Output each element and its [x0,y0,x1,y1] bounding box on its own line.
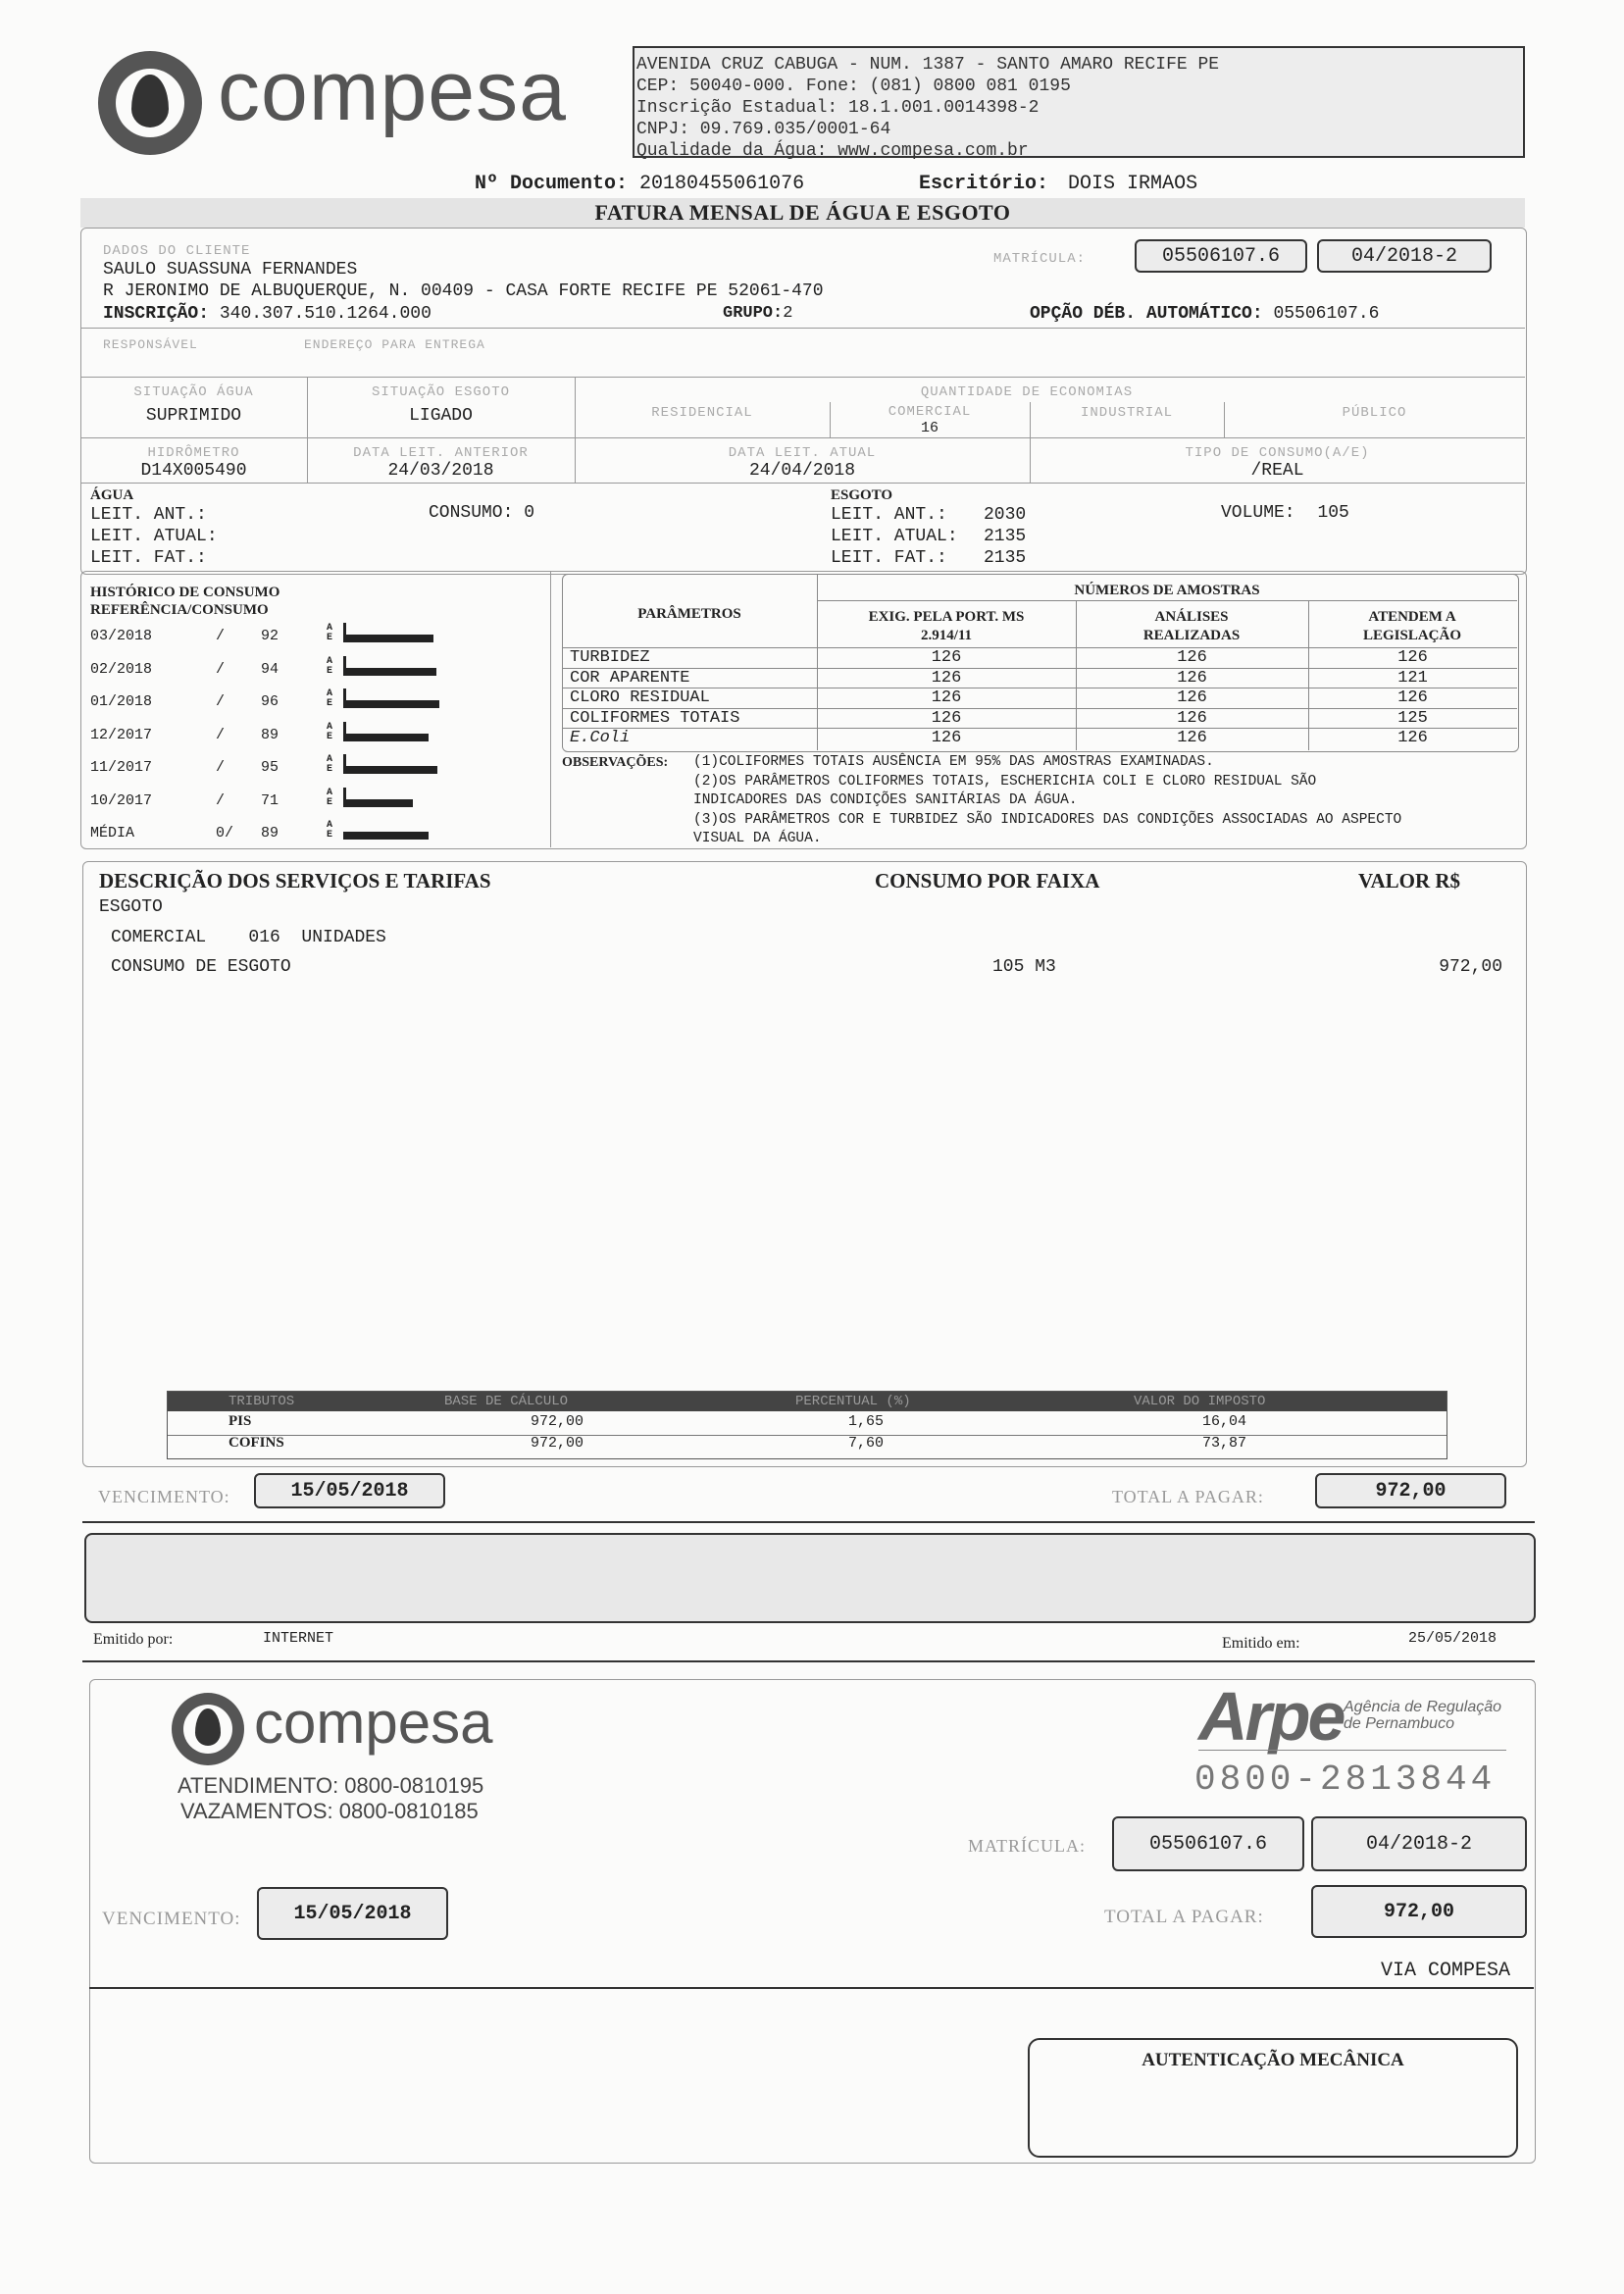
quality-value: 125 [1397,708,1428,728]
arpe-divider [1198,1750,1506,1751]
doc-number-label: Nº Documento: [475,173,629,195]
data-atual-label: DATA LEIT. ATUAL [728,445,877,461]
arpe-phone: 0800-2813844 [1194,1759,1497,1800]
history-sep: / [216,791,226,809]
inscricao-label: INSCRIÇÃO: [103,304,210,324]
stub-vencimento: 15/05/2018 [293,1902,412,1925]
quality-value: 126 [1397,648,1428,667]
tax-rows [168,1411,1446,1458]
situacao-esgoto: LIGADO [409,406,473,426]
history-bar-legend: A E [327,688,333,709]
obs-line: (2)OS PARÂMETROS COLIFORMES TOTAIS, ESCHERICHIA COLI E CLORO RESIDUAL SÃO [693,773,1317,790]
total: 972,00 [1375,1479,1446,1503]
history-ref: 03/2018 [90,628,153,644]
barcode-area [84,1533,1536,1623]
quality-value: 126 [1397,729,1428,747]
address-line: CNPJ: 09.769.035/0001-64 [636,120,891,139]
history-esgoto-bar [343,832,429,840]
history-agua-bar [343,722,346,734]
situacao-esgoto-label: SITUAÇÃO ESGOTO [371,384,511,400]
quality-param: CLORO RESIDUAL [570,688,710,707]
quality-value: 126 [1177,688,1207,707]
quality-value: 126 [931,729,962,747]
quality-value: 121 [1397,668,1428,688]
history-value: 94 [261,660,279,678]
address-line: Inscrição Estadual: 18.1.001.0014398-2 [636,98,1040,118]
logo-text: compesa [218,44,567,138]
tax-value: 16,04 [1201,1413,1246,1430]
history-agua-bar [343,623,346,635]
history-bar-legend: A E [327,820,333,841]
services-desc-header: DESCRIÇÃO DOS SERVIÇOS E TARIFAS [99,869,491,892]
history-value: 71 [261,791,279,809]
vencimento-box [254,1473,445,1508]
stub-total-box [1311,1885,1527,1938]
water-drop-icon [98,51,202,155]
agua-title: ÁGUA [90,487,134,503]
vencimento-label: VENCIMENTO: [98,1487,230,1506]
esgoto-leit-atual-label: LEIT. ATUAL: [831,527,958,546]
quality-rows [562,647,1517,750]
esgoto-leit-ant-label: LEIT. ANT.: [831,505,947,525]
industrial-label: INDUSTRIAL [1080,405,1173,421]
history-value: 89 [261,726,279,743]
autenticacao-box [1028,2038,1518,2158]
matricula-label: MATRÍCULA: [993,251,1087,267]
quality-header-exig: EXIG. PELA PORT. MS 2.914/11 [868,609,1025,643]
quality-value: 126 [931,648,962,667]
history-value: 96 [261,693,279,710]
doc-number: 20180455061076 [639,173,805,195]
services-valor-header: VALOR R$ [1358,869,1461,892]
page-title: FATURA MENSAL DE ÁGUA E ESGOTO [80,198,1525,228]
opcao-row [1030,304,1379,324]
client-section-label: DADOS DO CLIENTE [103,243,251,259]
economias-label: QUANTIDADE DE ECONOMIAS [920,384,1134,400]
reference: 04/2018-2 [1350,244,1458,268]
address-line: Qualidade da Água: www.compesa.com.br [636,141,1029,161]
history-esgoto-bar [343,668,436,676]
comercial-label: COMERCIAL [888,404,972,420]
quality-value: 126 [1397,688,1428,707]
history-sep: / [216,726,226,743]
quality-header-parametros: PARÂMETROS [637,606,741,622]
history-sep: / [216,660,226,678]
client-name: SAULO SUASSUNA FERNANDES [103,260,358,280]
stub-vencimento-label: VENCIMENTO: [102,1909,241,1929]
total-label: TOTAL A PAGAR: [1112,1487,1264,1506]
history-value: 95 [261,759,279,776]
history-esgoto-bar [343,700,439,708]
services-line-2-valor: 972,00 [1439,957,1502,977]
arpe-tagline-line: de Pernambuco [1344,1715,1454,1732]
quality-value: 126 [1177,668,1207,688]
office: DOIS IRMAOS [1068,173,1198,195]
stub-matricula: 05506107.6 [1148,1832,1268,1856]
stub-reference: 04/2018-2 [1365,1832,1473,1856]
address-line: CEP: 50040-000. Fone: (081) 0800 081 0195 [636,76,1071,96]
tax-header-valor: VALOR DO IMPOSTO [1134,1394,1266,1409]
inscricao: 340.307.510.1264.000 [219,304,431,324]
autenticacao-label: AUTENTICAÇÃO MECÂNICA [1142,2050,1404,2070]
history-title: HISTÓRICO DE CONSUMO [90,585,280,600]
tax-value: 7,60 [847,1435,884,1452]
comercial-value: 16 [920,420,939,436]
emitido-por: INTERNET [263,1630,334,1647]
volume-row [1221,503,1349,523]
opcao-label: OPÇÃO DÉB. AUTOMÁTICO: [1030,304,1263,324]
history-subtitle: REFERÊNCIA/CONSUMO [90,602,269,618]
company-address-box [633,46,1525,161]
history-bar-legend: A E [327,787,333,808]
arpe-tagline [1344,1699,1501,1732]
matricula-box [1135,239,1307,273]
quality-title: NÚMEROS DE AMOSTRAS [1074,583,1260,598]
history-ref: 11/2017 [90,759,153,776]
history-bar-legend: A E [327,754,333,775]
services-line-2-faixa: 105 M3 [992,957,1056,977]
history-list [90,623,546,843]
history-sep: 0/ [216,825,234,841]
tax-header-base: BASE DE CÁLCULO [444,1394,569,1409]
endereco-entrega-label: ENDEREÇO PARA ENTREGA [304,337,485,352]
inscricao-row [103,304,431,324]
history-esgoto-bar [343,635,433,642]
history-esgoto-bar [343,766,437,774]
services-line-1: COMERCIAL 016 UNIDADES [111,928,386,947]
history-agua-bar [343,754,346,766]
quality-param: COR APARENTE [570,668,690,688]
client-address: R JERONIMO DE ALBUQUERQUE, N. 00409 - CASA FORTE RECIFE PE 52061-470 [103,281,824,301]
quality-value: 126 [931,668,962,688]
vazamentos: VAZAMENTOS: 0800-0810185 [180,1799,479,1823]
esgoto-leit-fat-label: LEIT. FAT.: [831,548,947,568]
tipo-consumo-label: TIPO DE CONSUMO(A/E) [1185,445,1370,461]
reference-box [1317,239,1492,273]
data-anterior-label: DATA LEIT. ANTERIOR [353,445,529,461]
volume: 105 [1317,503,1349,523]
stub-matricula-label: MATRÍCULA: [968,1836,1087,1856]
atendimento: ATENDIMENTO: 0800-0810195 [178,1773,484,1798]
agua-leit-fat-label: LEIT. FAT.: [90,548,207,568]
consumo: 0 [524,503,535,523]
history-bar-legend: A E [327,655,333,677]
history-sep: / [216,759,226,776]
history-agua-bar [343,788,346,799]
tax-value: 972,00 [530,1413,584,1430]
quality-header-atendem: ATENDEM A LEGISLAÇÃO [1362,609,1462,643]
compesa-logo [98,44,569,157]
stub-compesa-logo [172,1690,505,1767]
stub-total-label: TOTAL A PAGAR: [1104,1907,1264,1927]
esgoto-leit-fat: 2135 [984,548,1027,568]
tax-table [167,1391,1447,1459]
history-value: 89 [261,825,279,841]
services-frame [82,861,1527,1467]
tipo-consumo: /REAL [1250,461,1304,481]
esgoto-leit-atual-row [831,527,1026,546]
history-ref: 02/2018 [90,660,153,678]
publico-label: PÚBLICO [1342,405,1407,421]
office-label: Escritório: [919,173,1049,195]
quality-param: E.Coli [570,729,631,747]
stub-reference-box [1311,1816,1527,1871]
stub-vencimento-box [257,1887,448,1940]
obs-line: (3)OS PARÂMETROS COR E TURBIDEZ SÃO INDICADORES DAS CONDIÇÕES ASSOCIADAS AO ASPECTO [693,811,1402,828]
hidrometro: D14X005490 [140,461,247,481]
history-bar-legend: A E [327,721,333,742]
history-ref: 10/2017 [90,791,153,809]
quality-header-analises: ANÁLISES REALIZADAS [1142,609,1241,643]
grupo-row [723,304,792,323]
services-category: ESGOTO [99,897,163,917]
volume-label: VOLUME: [1221,503,1295,523]
stub-matricula-box [1112,1816,1304,1871]
esgoto-leit-ant-row [831,505,1026,525]
tax-header-tributos: TRIBUTOS [228,1394,295,1409]
tax-value: 1,65 [847,1413,884,1430]
matricula: 05506107.6 [1161,244,1281,268]
tax-name: COFINS [228,1435,284,1451]
situacao-agua-label: SITUAÇÃO ÁGUA [133,384,254,400]
tax-value: 972,00 [530,1435,584,1452]
esgoto-leit-atual: 2135 [984,527,1027,546]
esgoto-title: ESGOTO [831,487,893,503]
obs-line: (1)COLIFORMES TOTAIS AUSÊNCIA EM 95% DAS AMOSTRAS EXAMINADAS. [693,754,1214,770]
stub-logo-text: compesa [254,1690,493,1756]
emitido-em-label: Emitido em: [1222,1635,1300,1652]
consumo-label: CONSUMO: [429,503,514,523]
services-faixa-header: CONSUMO POR FAIXA [875,869,1100,892]
via-compesa: VIA COMPESA [1380,1960,1510,1982]
office-row [919,173,1197,195]
observacoes-label: OBSERVAÇÕES: [562,755,669,770]
quality-value: 126 [1177,708,1207,728]
history-esgoto-bar [343,734,429,741]
arpe-logo: Arpe [1198,1678,1344,1755]
tax-name: PIS [228,1413,252,1429]
quality-value: 126 [1177,648,1207,667]
grupo: 2 [783,304,793,323]
esgoto-leit-fat-row [831,548,1026,568]
tax-header-percentual: PERCENTUAL (%) [795,1394,911,1409]
obs-line: INDICADORES DAS CONDIÇÕES SANITÁRIAS DA ÁGUA. [693,792,1078,808]
esgoto-leit-ant: 2030 [984,505,1027,525]
vencimento: 15/05/2018 [290,1479,409,1503]
tax-value: 73,87 [1201,1435,1246,1452]
quality-param: COLIFORMES TOTAIS [570,708,740,728]
observacoes [693,753,1401,849]
agua-leit-atual-label: LEIT. ATUAL: [90,527,218,546]
agua-leit-ant-label: LEIT. ANT.: [90,505,207,525]
water-drop-icon [172,1693,244,1765]
opcao-debito: 05506107.6 [1273,304,1380,324]
grupo-label: GRUPO: [723,304,784,323]
history-ref: MÉDIA [90,825,135,841]
services-line-2: CONSUMO DE ESGOTO [111,957,291,977]
history-bar-legend: A E [327,623,333,643]
history-agua-bar [343,656,346,668]
quality-param: TURBIDEZ [570,648,650,667]
history-sep: / [216,693,226,710]
history-ref: 12/2017 [90,726,153,743]
residencial-label: RESIDENCIAL [651,405,753,421]
responsavel-label: RESPONSÁVEL [103,337,198,352]
address-line: AVENIDA CRUZ CABUGA - NUM. 1387 - SANTO AMARO RECIFE PE [636,55,1220,75]
situacao-agua: SUPRIMIDO [145,406,242,426]
history-ref: 01/2018 [90,693,153,710]
history-value: 92 [261,628,279,644]
quality-value: 126 [931,688,962,707]
history-esgoto-bar [343,799,413,807]
total-box [1315,1473,1506,1508]
data-anterior: 24/03/2018 [387,461,494,481]
emitido-em: 25/05/2018 [1408,1630,1497,1647]
quality-value: 126 [1177,729,1207,747]
emitido-por-label: Emitido por: [93,1631,174,1648]
consumo-row [429,503,534,523]
obs-line: VISUAL DA ÁGUA. [693,831,822,846]
arpe-tagline-line: Agência de Regulação [1344,1699,1502,1715]
stub-total: 972,00 [1383,1900,1454,1923]
data-atual: 24/04/2018 [748,461,856,481]
document-number-row [475,173,804,195]
quality-value: 126 [931,708,962,728]
history-agua-bar [343,688,346,700]
hidrometro-label: HIDRÔMETRO [147,445,240,461]
history-sep: / [216,628,226,644]
